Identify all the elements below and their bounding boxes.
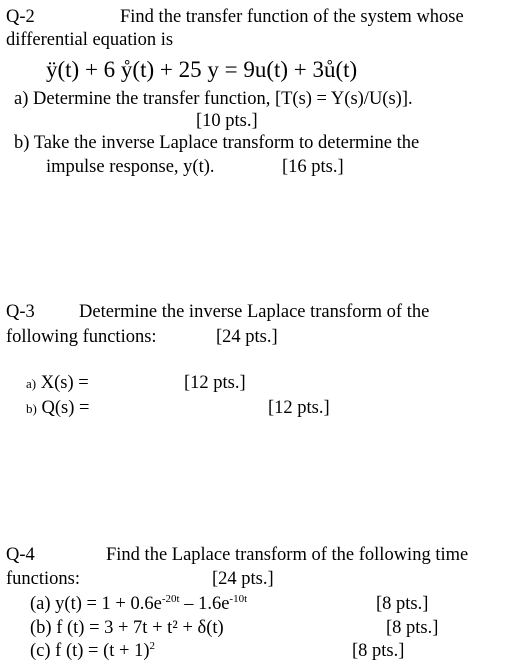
q2-part-b-text-line2: impulse response, y(t). <box>46 157 215 177</box>
q4-intro-line1: Find the Laplace transform of the following time <box>106 545 469 565</box>
q4-part-a-exponent-2: -10t <box>229 592 248 605</box>
q4-part-c-exponent: 2 <box>149 639 155 652</box>
q4-points: [24 pts.] <box>212 569 274 589</box>
q4-part-a-exponent-1: -20t <box>161 592 180 605</box>
q3-part-b-expression: Q(s) = <box>41 398 90 418</box>
q3-points: [24 pts.] <box>216 327 278 347</box>
q3-part-a-expression: X(s) = <box>40 373 89 393</box>
q4-part-c-points: [8 pts.] <box>352 641 405 661</box>
q2-number: Q-2 <box>6 7 35 27</box>
q4-number: Q-4 <box>6 545 35 565</box>
q2-differential-equation: ÿ(t) + 6 ẙ(t) + 25 y = 9u(t) + 3ů(t) <box>46 57 358 82</box>
q2-part-b-text-line1: b) Take the inverse Laplace transform to determine the <box>14 133 420 153</box>
q4-part-a-middle: – 1.6e <box>179 594 230 614</box>
q4-part-b-text: (b) f (t) = 3 + 7t + t² + δ(t) <box>30 618 224 638</box>
q4-part-c-lhs: (c) f (t) = (t + 1) <box>30 641 150 661</box>
q3-part-a-points: [12 pts.] <box>184 373 246 393</box>
q4-part-a-points: [8 pts.] <box>376 594 429 614</box>
q2-intro-line1: Find the transfer function of the system whose <box>120 7 464 27</box>
q2-part-a-text: a) Determine the transfer function, [T(s) = Y(s)/U(s)]. <box>14 89 413 109</box>
q3-part-b-points: [12 pts.] <box>268 398 330 418</box>
q3-part-a-label: a) <box>26 376 37 391</box>
q2-part-a-points: [10 pts.] <box>196 111 258 131</box>
q3-intro-line2: following functions: <box>6 327 157 347</box>
q4-part-b-points: [8 pts.] <box>386 618 439 638</box>
q2-intro-line2: differential equation is <box>6 30 174 50</box>
q3-part-a <box>26 372 89 395</box>
q2-part-b-points: [16 pts.] <box>282 157 344 177</box>
q4-intro-line2: functions: <box>6 569 80 589</box>
q3-part-b <box>26 397 89 420</box>
q3-part-b-label: b) <box>26 401 37 416</box>
q4-part-a <box>30 593 247 615</box>
q4-part-a-lhs: (a) y(t) = 1 + 0.6e <box>30 594 162 614</box>
q3-intro-line1: Determine the inverse Laplace transform of the <box>79 302 430 322</box>
q3-number: Q-3 <box>6 302 35 322</box>
q4-part-c <box>30 640 155 662</box>
